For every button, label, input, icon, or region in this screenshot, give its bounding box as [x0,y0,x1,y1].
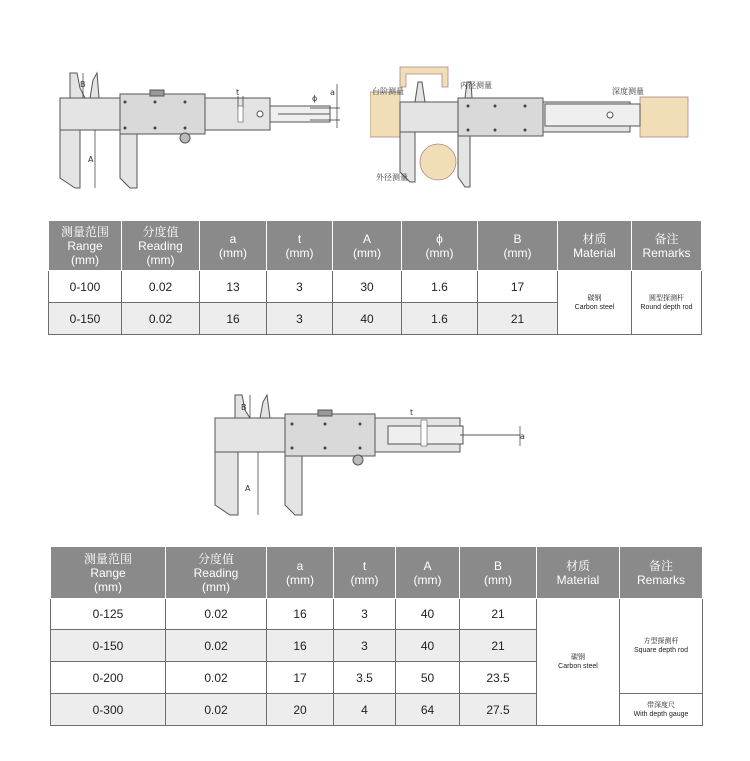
caliper-diagram-2 [370,62,690,202]
table-cell: 0.02 [166,662,267,694]
table-cell: 40 [396,599,460,630]
table-cell: 0.02 [122,271,200,303]
table-cell: 3 [267,271,333,303]
table1-header-phi: ϕ (mm) [402,221,478,271]
table-cell: 3 [334,599,396,630]
table-cell: 23.5 [460,662,537,694]
table-cell: 0.02 [166,599,267,630]
diagram1-label-phi: ϕ [312,94,318,103]
table2-header-a: a (mm) [267,547,334,599]
diagram1-label-t: t [236,88,240,97]
table2-material-cell: 碳钢 Carbon steel [537,599,620,726]
table1-header-a: a (mm) [200,221,267,271]
table-cell: 0-125 [51,599,166,630]
table-cell: 17 [267,662,334,694]
table-cell: 3 [267,303,333,335]
table-cell: 0.02 [166,694,267,726]
table1-header-reading: 分度值 Reading (mm) [122,221,200,271]
table2-header-t: t (mm) [334,547,396,599]
table2-header-remarks: 备注 Remarks [620,547,703,599]
table1-header-t: t (mm) [267,221,333,271]
table-cell: 0-200 [51,662,166,694]
diagram2-label-outer: 外径测量 [376,173,408,182]
diagram1-label-a: a [330,88,335,97]
diagram3-label-A: A [245,484,251,493]
table-cell: 64 [396,694,460,726]
table2-header-row [51,547,703,599]
table-cell: 3 [334,630,396,662]
table2-remarks-cell-b: 带深度尺 With depth gauge [620,694,703,726]
table-cell: 20 [267,694,334,726]
table-cell: 50 [396,662,460,694]
table-cell: 1.6 [402,303,478,335]
table2-remarks-cell-a: 方型探测杆 Square depth rod [620,599,703,694]
table-cell: 30 [333,271,402,303]
table1-header-remarks: 备注 Remarks [632,221,702,271]
table-cell: 40 [333,303,402,335]
table-cell: 0.02 [166,630,267,662]
table1-material-cell: 碳钢 Carbon steel [558,271,632,335]
diagram3-label-a: a [520,432,525,441]
table-cell: 21 [460,630,537,662]
table-cell: 16 [267,599,334,630]
caliper-diagram-3 [210,390,540,525]
spec-table-2 [50,546,703,726]
table2-header-range: 测量范围 Range (mm) [51,547,166,599]
table2-header-B: B (mm) [460,547,537,599]
table-cell: 0-150 [49,303,122,335]
diagram3-label-B: B [241,403,247,412]
table-cell: 16 [267,630,334,662]
table1-remarks-cell: 圆型探测杆 Round depth rod [632,271,702,335]
diagram2-label-depth: 深度测量 [612,87,644,96]
diagram2-label-inner: 内径测量 [460,81,492,90]
diagram2-label-step: 台阶测量 [372,87,404,96]
diagram1-label-B: B [80,80,86,89]
table1-header-range: 测量范围 Range (mm) [49,221,122,271]
caliper-diagram-1 [55,68,355,198]
table1-header-B: B (mm) [478,221,558,271]
diagram3-label-t: t [410,408,414,417]
table1-header-A: A (mm) [333,221,402,271]
table-cell: 3.5 [334,662,396,694]
table2-header-material: 材质 Material [537,547,620,599]
table-cell: 27.5 [460,694,537,726]
table-cell: 4 [334,694,396,726]
table-cell: 0-300 [51,694,166,726]
table-cell: 40 [396,630,460,662]
table2-header-A: A (mm) [396,547,460,599]
spec-table-1 [48,220,702,335]
table-row [49,271,702,303]
table-cell: 16 [200,303,267,335]
table-cell: 1.6 [402,271,478,303]
table1-header-row [49,221,702,271]
table-cell: 0.02 [122,303,200,335]
table-cell: 13 [200,271,267,303]
table-cell: 0-100 [49,271,122,303]
table-cell: 17 [478,271,558,303]
table2-header-reading: 分度值 Reading (mm) [166,547,267,599]
table1-header-material: 材质 Material [558,221,632,271]
table-cell: 21 [460,599,537,630]
diagram1-label-A: A [88,155,94,164]
table-cell: 0-150 [51,630,166,662]
table-row [51,599,703,630]
table-cell: 21 [478,303,558,335]
